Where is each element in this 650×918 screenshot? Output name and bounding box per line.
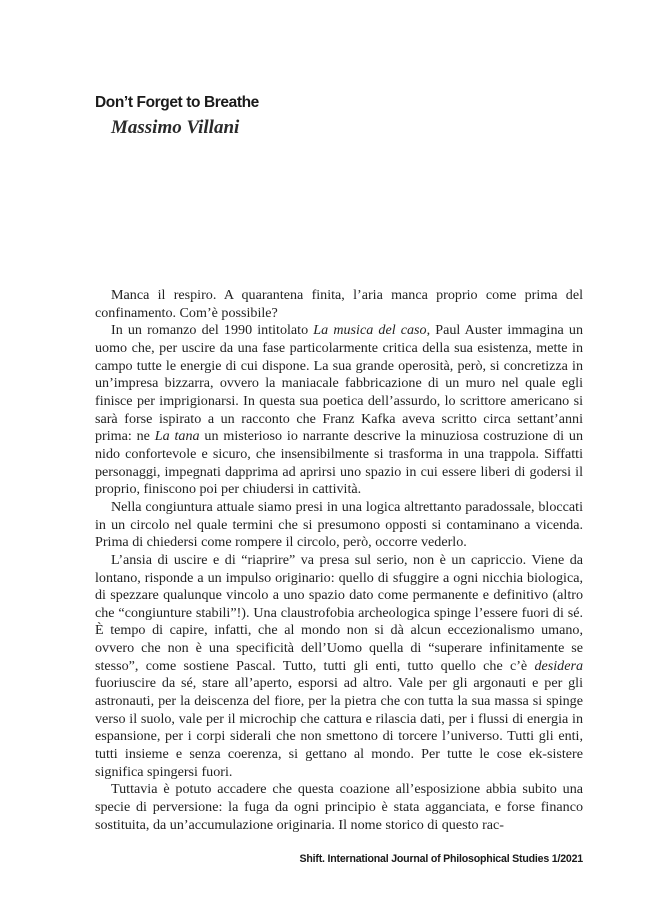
paragraph <box>95 287 583 322</box>
paragraph-text: un misterioso io narrante descrive la minuziosa costruzione di un nido confortevole e sicuro, che insensibilmente si trasforma in una trappola. Siffatti personaggi, impegnati dapprima ad aprirsi uno spazio in cui essere liberi di godersi il proprio, finiscono poi per chiudersi in cattività. <box>95 428 584 498</box>
paragraph-text: In un romanzo del 1990 intitolato <box>111 322 314 339</box>
journal-footer: Shift. International Journal of Philosophical Studies 1/2021 <box>299 853 583 865</box>
article-body <box>95 287 583 834</box>
paragraph <box>95 552 583 782</box>
paragraph <box>95 322 583 499</box>
paragraph <box>95 781 583 834</box>
article-title: Don’t Forget to Breathe <box>95 94 259 111</box>
paragraph-text: Manca il respiro. A quarantena finita, l’aria manca proprio come prima del confinamento. Com’è possibile? <box>95 287 583 321</box>
emphasis-desidera: desidera <box>534 657 583 674</box>
paragraph-text: , Paul Auster immagina un uomo che, per uscire da una fase particolarmente critica della sua esistenza, mette in campo tutte le energie di cui dispone. La sua grande operosità, però, si concretizza in un’impresa bizzarra, ovvero la maniacale fabbricazione di un muro nel quale egli finisce per imprigionarsi. In questa sua poetica dell’assurdo, lo scrittore americano si sarà forse ispirato a un racconto che Franz Kafka aveva scritto circa settant’anni prima: ne <box>95 322 583 445</box>
article-author: Massimo Villani <box>111 117 240 138</box>
paragraph-text: Tuttavia è potuto accadere che questa coazione all’esposizione abbia subito una specie di perversione: la fuga da ogni principio è stata agganciata, e forse financo sostituita, da un’accumulazione originaria. Il nome storico di questo rac- <box>95 781 583 833</box>
paragraph <box>95 499 583 552</box>
paragraph-text: L’ansia di uscire e di “riaprire” va presa sul serio, non è un capriccio. Viene da lontano, risponde a un impulso originario: quello di sfuggire a ogni nicchia biologica, di spezzare qualunque vincolo a uno spazio dato come permanente e definitivo (altro che “congiunture stabili”!). Una claustrofobia archeologica spinge l’essere fuori di sé. È tempo di capire, infatti, che al mondo non si dà alcun eccezionalismo umano, ovvero che non è una specificità dell’Uomo quella di “superare infinitamente se stesso”, come sostiene Pascal. Tutto, tutti gli enti, tutto quello che c’è <box>95 551 583 674</box>
paragraph-text: Nella congiuntura attuale siamo presi in una logica altrettanto paradossale, bloccati in un circolo nel quale termini che si presumono opposti si contaminano a vicenda. Prima di chiedersi come rompere il circolo, però, occorre vederlo. <box>95 498 583 551</box>
book-title-la-musica-del-caso: La musica del caso <box>313 322 427 339</box>
book-title-la-tana: La tana <box>154 428 200 445</box>
paragraph-text: fuoriuscire da sé, stare all’aperto, esporsi ad altro. Vale per gli argonauti e per gli astronauti, per la deiscenza del fiore, per la pietra che con tutta la sua massa si spinge verso il suolo, vale per il microchip che cattura e rilascia dati, per i flussi di energia in espansione, per i corpi siderali che non smettono di torcere l’universo. Tutti gli enti, tutti insieme e senza coerenza, si gettano al mondo. Per tutte le cose ek-sistere significa spingersi fuori. <box>95 675 583 780</box>
